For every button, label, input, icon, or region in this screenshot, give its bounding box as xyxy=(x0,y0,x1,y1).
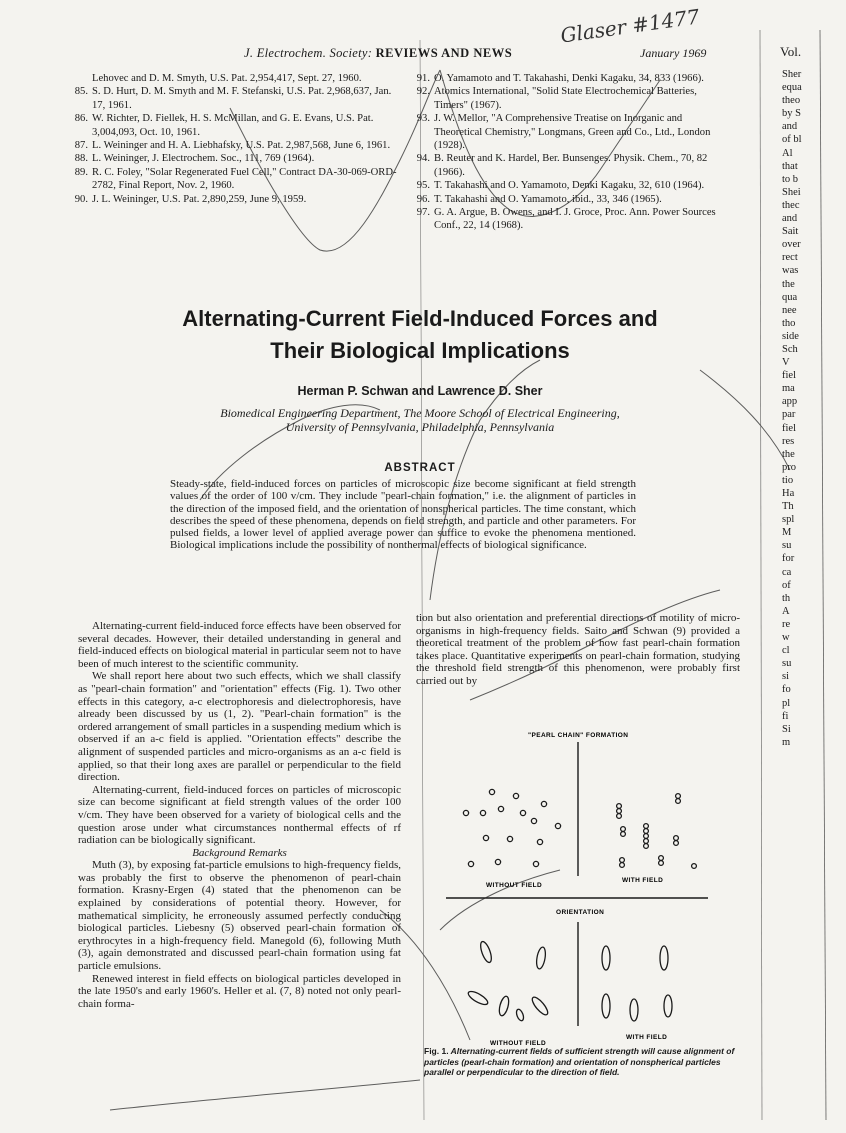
body-column-right xyxy=(416,612,740,688)
edge-line: tho xyxy=(782,317,796,329)
edge-line: si xyxy=(782,671,790,683)
figure-1 xyxy=(446,726,708,1047)
paragraph: Alternating-current, field-induced forces on particles of microscopic size can become significant at field strength values of the order 100 v/cm. They have been observed for a variety of biological cells and the question arose under what circumstances nonthermal effects of rf radiation can be biologically significant. xyxy=(78,783,401,847)
edge-line: fo xyxy=(782,684,791,696)
article-title-line-1: Alternating-Current Field-Induced Forces and xyxy=(182,306,658,331)
reference: 90. J. L. Weininger, U.S. Pat. 2,890,259, June 9, 1959. xyxy=(74,193,307,205)
references-left xyxy=(62,72,397,206)
reference: 92. Atomics International, "Solid State Electrochemical Batteries, Timers" (1967). xyxy=(416,86,697,111)
reference: 85. S. D. Hurt, D. M. Smyth and M. F. Stefanski, U.S. Pat. 2,968,637, Jan. 17, 1961. xyxy=(74,86,392,111)
edge-line: for xyxy=(782,553,795,565)
edge-line: Sch xyxy=(782,343,798,355)
reference: Lehovec and D. M. Smyth, U.S. Pat. 2,954,417, Sept. 27, 1960. xyxy=(92,73,362,84)
edge-line: and xyxy=(782,213,798,225)
reference: 94. B. Reuter and K. Hardel, Ber. Bunsenges. Physik. Chem., 70, 82 (1966). xyxy=(416,153,708,178)
edge-line: tio xyxy=(782,474,794,486)
edge-line: qua xyxy=(782,291,798,303)
reference: 95. T. Takahashi and O. Yamamoto, Denki Kagaku, 32, 610 (1964). xyxy=(416,180,705,192)
edge-line: pro xyxy=(782,461,796,473)
edge-line: nee xyxy=(782,304,797,316)
author-list: Herman P. Schwan and Lawrence D. Sher xyxy=(297,384,543,398)
edge-line: V xyxy=(782,357,790,369)
edge-line: app xyxy=(782,396,798,408)
figure-label-orientation: ORIENTATION xyxy=(556,909,605,916)
aligned-particles xyxy=(602,946,672,1021)
section-name: REVIEWS AND NEWS xyxy=(375,46,513,60)
edge-line: the xyxy=(782,278,795,290)
edge-line: side xyxy=(782,330,799,342)
paragraph: Alternating-current field-induced force effects have been observed for several decades. However, their detailed understanding in general and field-induced effects on biological material in particular seem not to have been of much interest to the scientific community. xyxy=(78,620,401,670)
figure-label-without-field-2: WITHOUT FIELD xyxy=(490,1040,547,1047)
edge-line: by S xyxy=(782,108,801,120)
caption-text: Alternating-current fields of sufficient strength will cause alignment of particles (pearl-chain formation) and orientation of nonspherical particles parallel or perpendicular to the direction of field. xyxy=(424,1046,735,1077)
edge-line: th xyxy=(782,592,791,604)
edge-line: rect xyxy=(782,252,798,264)
edge-line: pl xyxy=(782,697,791,709)
edge-line: the xyxy=(782,448,795,460)
figure-label-with-field-2: WITH FIELD xyxy=(626,1034,668,1041)
edge-line: w xyxy=(782,632,790,644)
paragraph: Renewed interest in field effects on biological particles developed in the late 1950's and early 1960's. Heller et al. (7, 8) noted not only pearl-chain forma- xyxy=(78,972,401,1010)
edge-line: A xyxy=(782,605,790,617)
edge-line: ma xyxy=(782,383,795,395)
edge-line: of bl xyxy=(782,134,802,146)
random-oriented-particles xyxy=(466,940,550,1021)
handwritten-note: Glaser #1477 xyxy=(559,4,701,48)
edge-line: Shei xyxy=(782,186,801,198)
edge-line: over xyxy=(782,239,801,251)
edge-line: Sait xyxy=(782,226,799,238)
edge-line: Al xyxy=(782,147,793,159)
figure-caption xyxy=(424,1046,750,1078)
edge-line: fi xyxy=(782,710,789,722)
paragraph: tion but also orientation and preferential directions of motility of micro-organisms in high-frequency fields. Saito and Schwan (9) provided a theoretical treatment of the problem of how fast pearl-chain formation takes place. Quantitative experiments on pearl-chain formation, studying the threshold field strength of this phenomenon, were probably first carried out by xyxy=(416,612,740,687)
edge-line: su xyxy=(782,658,792,670)
references-right xyxy=(404,72,730,233)
adjacent-page-column xyxy=(782,68,842,749)
figure-label-pearl-chain: "PEARL CHAIN" FORMATION xyxy=(528,732,629,739)
figure-1-diagram xyxy=(446,726,708,1047)
body-column-left xyxy=(78,620,401,1010)
journal-name: J. Electrochem. Society: xyxy=(244,46,373,60)
scattered-particles xyxy=(463,789,560,866)
paragraph: We shall report here about two such effects, which we shall classify as "pearl-chain formation" and "orientation" effects (Fig. 1). Two other effects in this category, a-c electrophoresis and dielectrophoresis, have already been discussed by us (1, 2). "Pearl-chain formation" is the ordered arrangement of small particles in a suspending medium which is observed if an a-c field is applied. "Orientation effects" describe the alignment of suspended particles and micro-organisms as an a-c field is applied, so that their long axes are parallel or perpendicular to the field direction. xyxy=(78,670,401,784)
edge-line: theo xyxy=(782,95,801,107)
volume-label: Vol. xyxy=(780,44,802,59)
edge-line: that xyxy=(782,160,798,172)
figure-label-without-field: WITHOUT FIELD xyxy=(486,882,543,889)
edge-line: fiel xyxy=(782,422,796,434)
affiliation-line-1: Biomedical Engineering Department, The Moore School of Electrical Engineering, xyxy=(220,406,620,420)
caption-label: Fig. 1. xyxy=(424,1046,449,1056)
affiliation-line-2: University of Pennsylvania, Philadelphia, Pennsylvania xyxy=(285,420,555,434)
edge-line: to b xyxy=(782,173,799,185)
reference: 91. O. Yamamoto and T. Takahashi, Denki Kagaku, 34, 833 (1966). xyxy=(416,73,704,84)
edge-line: equa xyxy=(782,82,802,94)
edge-line: ca xyxy=(782,566,792,578)
reference: 93. J. W. Mellor, "A Comprehensive Treatise on Inorganic and Theoretical Chemistry," Longmans, Green and Co., Ltd., London (1928). xyxy=(416,113,711,152)
edge-line: spl xyxy=(782,514,795,526)
section-subheading: Background Remarks xyxy=(192,846,287,859)
edge-line: re xyxy=(782,618,791,630)
edge-line: par xyxy=(782,409,796,421)
edge-line: cl xyxy=(782,645,790,657)
edge-line: of xyxy=(782,579,791,591)
affiliation xyxy=(120,406,720,434)
pearl-chains xyxy=(617,794,697,869)
reference: 96. T. Takahashi and O. Yamamoto, ibid., 33, 346 (1965). xyxy=(416,193,662,205)
edge-line: thec xyxy=(782,199,800,211)
reference: 87. L. Weininger and H. A. Liebhafsky, U.S. Pat. 2,987,568, June 6, 1961. xyxy=(74,140,391,152)
reference: 86. W. Richter, D. Fiellek, H. S. McMillan, and G. E. Evans, U.S. Pat. 3,004,093, Oct. 10, 1961. xyxy=(74,113,374,138)
figure-label-with-field: WITH FIELD xyxy=(622,877,664,884)
issue-date: January 1969 xyxy=(640,46,707,60)
edge-line: res xyxy=(782,435,795,447)
edge-line: Sher xyxy=(782,69,802,80)
edge-line: Th xyxy=(782,501,794,513)
edge-line: was xyxy=(782,265,799,277)
edge-line: m xyxy=(782,736,791,748)
edge-line: fiel xyxy=(782,370,796,382)
article-title-line-2: Their Biological Implications xyxy=(270,338,570,363)
abstract-heading: ABSTRACT xyxy=(384,462,456,474)
edge-line: Si xyxy=(782,723,791,735)
abstract-text: Steady-state, field-induced forces on particles of microscopic size become significant at field strength values of the order of 100 v/cm. They include "pearl-chain formation," i.e. the alignment of particles in the direction of the imposed field, and the orientation of nonspherical particles. The time constant, which describes the speed of these phenomena, depends on field strength, and particle and other parameters. For pulsed fields, a lower level of applied average power can suffice to evoke the phenomena mentioned. Biological implications include the possibility of nonthermal effects of biological significance. xyxy=(170,478,636,552)
edge-line: Ha xyxy=(782,488,795,499)
edge-line: M xyxy=(782,527,792,539)
reference: 88. L. Weininger, J. Electrochem. Soc., 111, 769 (1964). xyxy=(74,153,315,165)
reference: 97. G. A. Argue, B. Owens, and I. J. Groce, Proc. Ann. Power Sources Conf., 22, 14 (1968). xyxy=(416,207,716,232)
reference: 89. R. C. Foley, "Solar Regenerated Fuel Cell," Contract DA-30-069-ORD-2782, Final Report, Nov. 2, 1960. xyxy=(74,166,397,192)
paragraph: Muth (3), by exposing fat-particle emulsions to high-frequency fields, was probably the first to observe the phenomenon of pearl-chain formation. Krasny-Ergen (4) stated that the phenomenon can be explained by considerations of potential theory. However, for mathematical simplicity, he erroneously assumed perfectly conducting biological particles. Liebesny (5) observed pearl-chain formation of erythrocytes in a high-frequency field. Manegold (6), following Muth (3), again demonstrated and discussed pearl-chain formation using fat particle emulsions. xyxy=(78,859,401,973)
edge-line: su xyxy=(782,540,792,552)
edge-line: and xyxy=(782,121,798,133)
running-header xyxy=(244,46,512,61)
